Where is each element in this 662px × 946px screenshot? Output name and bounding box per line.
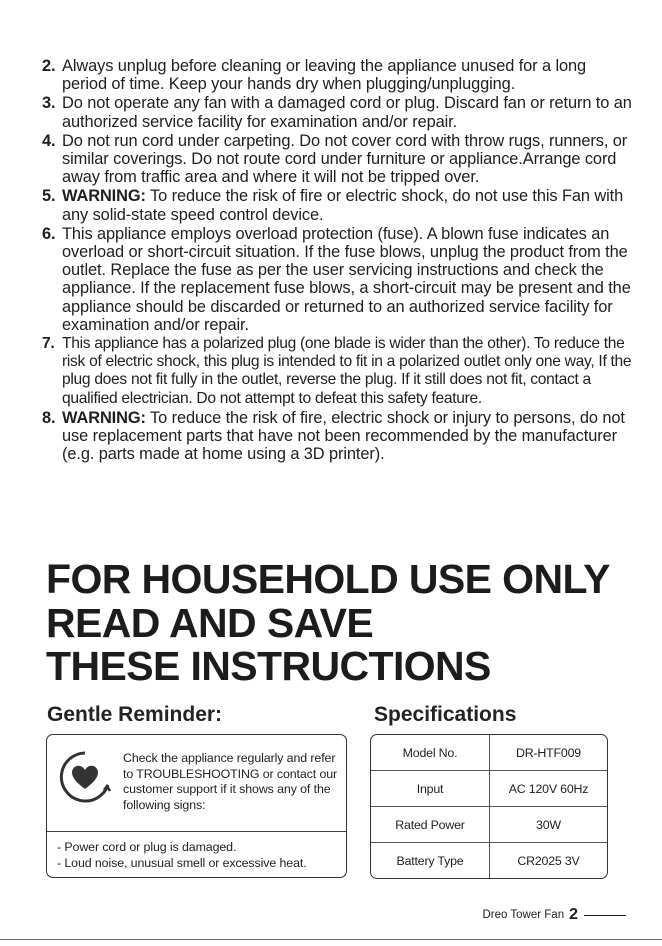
reminder-sign: - Power cord or plug is damaged.	[57, 840, 237, 854]
headline-line: READ AND SAVE	[46, 599, 374, 646]
item-number: 6.	[42, 224, 56, 243]
safety-instructions-list	[42, 57, 634, 464]
item-number: 8.	[42, 408, 56, 427]
item-text: To reduce the risk of fire, electric shock or injury to persons, do not use replacement parts that have not been recommended by the manufacturer (e.g. parts made at home using a 3D printer).	[62, 408, 625, 464]
item-text: Do not run cord under carpeting. Do not cover cord with throw rugs, runners, or similar coverings. Do not route cord under furniture or appliance.Arrange cord away from traffic area and where it will not be tripped over.	[62, 131, 628, 187]
item-text: Do not operate any fan with a damaged cord or plug. Discard fan or return to an authorized service facility for examination and/or repair.	[62, 94, 632, 131]
reminder-top-section	[47, 735, 346, 832]
warning-label: WARNING:	[62, 408, 146, 427]
warning-label: WARNING:	[62, 187, 146, 206]
instruction-item	[42, 335, 634, 408]
reminder-text: Check the appliance regularly and refer to TROUBLESHOOTING or contact our customer support if it shows any of the following signs:	[123, 751, 338, 812]
gentle-reminder-title: Gentle Reminder:	[47, 703, 223, 726]
instruction-item	[42, 187, 634, 223]
table-row	[371, 735, 607, 771]
item-text: This appliance has a polarized plug (one blade is wider than the other). To reduce the risk of electric shock, this plug is intended to fit in a polarized outlet only one way, If the plug does not fit fully in the outlet, reverse the plug. If it still does not fit, contact a qualified electrician. Do not attempt to defeat this safety feature.	[62, 335, 632, 407]
headline-line: THESE INSTRUCTIONS	[46, 643, 491, 689]
page-footer	[482, 906, 626, 924]
spec-label: Model No.	[371, 735, 490, 771]
heart-check-icon	[57, 749, 113, 805]
item-number: 3.	[42, 94, 56, 113]
instruction-item	[42, 57, 634, 93]
item-text: To reduce the risk of fire or electric shock, do not use this Fan with any solid-state speed control device.	[62, 187, 624, 224]
page-bottom-divider	[0, 939, 662, 940]
spec-label: Battery Type	[371, 843, 490, 878]
spec-value: 30W	[490, 807, 607, 843]
spec-value: CR2025 3V	[517, 853, 580, 868]
reminder-sign: - Loud noise, unusual smell or excessive heat.	[57, 856, 307, 870]
headline	[46, 558, 610, 689]
specifications-table	[370, 734, 608, 879]
instruction-item	[42, 132, 634, 187]
instruction-item	[42, 225, 634, 334]
specifications-title: Specifications	[374, 703, 517, 726]
table-row	[371, 843, 607, 878]
footer-rule	[584, 915, 626, 916]
item-text: This appliance employs overload protection (fuse). A blown fuse indicates an overload or short-circuit situation. If the fuse blows, unplug the product from the outlet. Replace the fuse as per the user servicing instructions and check the appliance. If the replacement fuse blows, a short-circuit may be present and the appliance should be discarded or returned to an authorized service facility for examination and/or repair.	[62, 224, 631, 334]
spec-value: DR-HTF009	[490, 735, 607, 771]
item-number: 5.	[42, 187, 56, 206]
item-number: 2.	[42, 57, 56, 75]
table-row	[371, 807, 607, 843]
item-text: Always unplug before cleaning or leaving the appliance unused for a long period of time. Keep your hands dry when plugging/unplugging.	[62, 57, 587, 94]
spec-label: Input	[371, 771, 490, 807]
spec-label: Rated Power	[371, 807, 490, 843]
page-number: 2	[569, 906, 578, 923]
headline-line: FOR HOUSEHOLD USE ONLY	[46, 556, 610, 602]
instruction-item	[42, 409, 634, 464]
footer-product-name: Dreo Tower Fan	[482, 909, 565, 921]
table-row	[371, 771, 607, 807]
item-number: 7.	[42, 335, 55, 353]
gentle-reminder-box	[46, 734, 347, 878]
reminder-signs	[57, 839, 307, 871]
spec-value: AC 120V 60Hz	[490, 771, 607, 807]
item-number: 4.	[42, 131, 56, 150]
instruction-item	[42, 94, 634, 130]
